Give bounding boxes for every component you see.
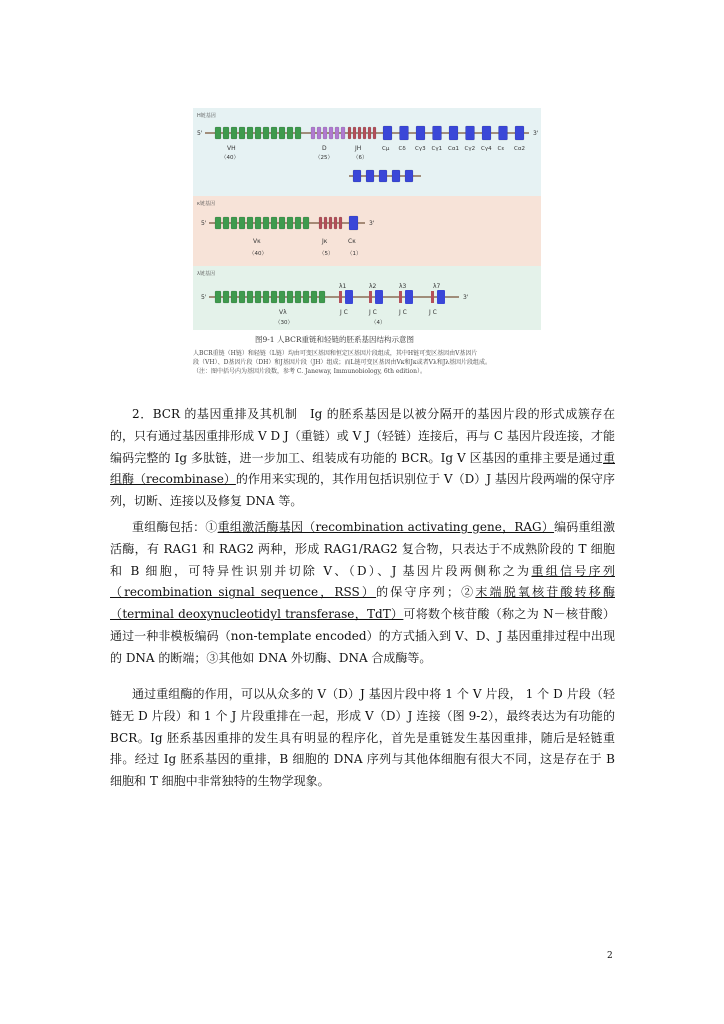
heavy-c-segments xyxy=(383,126,524,140)
c-segment xyxy=(379,170,387,182)
heavy-j-count: （6） xyxy=(353,155,368,161)
lambda-cluster-1: λ1 xyxy=(339,283,347,290)
j-segment xyxy=(373,127,376,139)
kappa-c-name: Cκ xyxy=(348,238,356,245)
paragraph-recombinase-components: 重组酶包括：①重组激活酶基因（recombination activating gene，RAG）编码重组激活酶，有 RAG1 和 RAG2 两种，形成 RAG1/RAG2 复合物，只表达于不成熟阶段的 T 细胞和 B 细胞，可特异性识别并切除 V、（D）、J 基因片段两侧称之为重组信号序列（recombination signal sequence，RSS）的保守序列；②末端脱氧核苷酸转移酶（terminal deoxynucleotidyl transferase，TdT）可将数个核苷酸（称之为 N－核苷酸）通过一种非模板编码（non-template encoded）的方式插入到 V、D、J 基因重排过程中出现的 DNA 的断端；③其他如 DNA 外切酶、DNA 合成酶等。 xyxy=(110,520,615,665)
d-segment xyxy=(335,127,339,139)
lambda-3prime: 3' xyxy=(463,294,469,301)
term-rag: 重组激活酶基因（recombination activating gene，RAG） xyxy=(217,520,555,534)
v-segment xyxy=(319,291,325,303)
lambda-cluster-3: λ3 xyxy=(399,283,407,290)
v-segment xyxy=(239,291,245,303)
c-segment xyxy=(515,126,524,140)
heavy-c-label: Cδ xyxy=(398,146,406,152)
heavy-c-label: Cγ1 xyxy=(431,146,443,152)
heavy-c-label: Cμ xyxy=(382,146,390,152)
lambda-v-name: Vλ xyxy=(279,309,287,316)
lambda-jc-label-4: J C xyxy=(429,309,437,316)
c-segment xyxy=(433,126,442,140)
heavy-3prime: 3' xyxy=(533,130,539,137)
v-segment xyxy=(279,291,285,303)
v-segment xyxy=(271,127,277,139)
d-segment xyxy=(311,127,315,139)
lambda-cluster-2: λ2 xyxy=(369,283,377,290)
heavy-c-label: Cα1 xyxy=(448,146,459,152)
j-segment xyxy=(339,291,342,303)
heavy-c-label: Cγ3 xyxy=(415,146,426,152)
d-segment xyxy=(341,127,345,139)
c-segment xyxy=(482,126,491,140)
kappa-chain-label: κ链基因 xyxy=(197,201,215,207)
c-segment xyxy=(405,170,413,182)
figure-caption-note-1: 人BCR重链（H链）和轻链（L链）均由可变区基因和恒定区基因片段组成，其中H链可变区基因由V基因片 xyxy=(193,350,478,357)
term-tdt: 末端脱氧核苷酸转移酶（terminal deoxynucleotidyl transferase，TdT） xyxy=(110,585,615,622)
v-segment xyxy=(295,217,301,229)
v-segment xyxy=(287,127,293,139)
c-segment xyxy=(349,216,358,230)
v-segment xyxy=(255,291,261,303)
c-segment xyxy=(466,126,475,140)
v-segment xyxy=(271,291,277,303)
heavy-v-segments xyxy=(215,127,301,139)
c-segment xyxy=(405,290,413,304)
term-rss: 重组信号序列（recombination signal sequence，RSS） xyxy=(110,563,615,600)
c-segment xyxy=(400,126,409,140)
j-segment xyxy=(368,127,371,139)
v-segment xyxy=(263,217,269,229)
figure-caption-note-3: （注：图中括号内为基因片段数，参考 C. Janeway, Immunobiology, 6th edition）。 xyxy=(193,368,426,375)
j-segment xyxy=(339,217,342,229)
v-segment xyxy=(255,127,261,139)
v-segment xyxy=(271,217,277,229)
lambda-cluster-count: （4） xyxy=(371,320,386,326)
v-segment xyxy=(231,127,237,139)
figure-caption-title: 图9-1 人BCR重链和轻链的胚系基因结构示意图 xyxy=(255,335,414,344)
heavy-v-count: （40） xyxy=(221,155,239,161)
gene-structure-diagram xyxy=(193,108,541,330)
c-segment xyxy=(366,170,374,182)
v-segment xyxy=(215,127,221,139)
j-segment xyxy=(358,127,361,139)
kappa-j-count: （5） xyxy=(319,251,334,257)
lambda-v-count: （30） xyxy=(275,320,293,326)
heavy-c-label: Cγ4 xyxy=(481,146,492,152)
v-segment xyxy=(239,127,245,139)
j-segment xyxy=(319,217,322,229)
lambda-5prime: 5' xyxy=(201,294,207,301)
kappa-c-count: （1） xyxy=(347,251,362,257)
heavy-c-label: Cε xyxy=(497,146,505,152)
heavy-j-name: JH xyxy=(355,145,362,152)
d-segment xyxy=(329,127,333,139)
v-segment xyxy=(215,217,221,229)
j-segment xyxy=(399,291,402,303)
lambda-jc-label-2: J C xyxy=(369,309,377,316)
j-segment xyxy=(329,217,332,229)
lambda-jc-label-1: J C xyxy=(340,309,348,316)
kappa-v-name: Vκ xyxy=(253,238,261,245)
c-segment xyxy=(449,126,458,140)
v-segment xyxy=(303,217,309,229)
kappa-v-count: （40） xyxy=(249,251,267,257)
v-segment xyxy=(247,127,253,139)
j-segment xyxy=(353,127,356,139)
v-segment xyxy=(215,291,221,303)
kappa-5prime: 5' xyxy=(201,220,207,227)
v-segment xyxy=(231,291,237,303)
lambda-chain-label: λ链基因 xyxy=(197,271,215,277)
v-segment xyxy=(303,291,309,303)
j-segment xyxy=(324,217,327,229)
figure-9-1 xyxy=(193,108,541,330)
c-segment xyxy=(353,170,361,182)
v-segment xyxy=(223,127,229,139)
kappa-chain-panel xyxy=(193,196,541,266)
v-segment xyxy=(279,127,285,139)
figure-caption-note-2: 段（VH）、D基因片段（DH）和J基因片段（JH）组成；而L链可变区基因由Vκ和Jκ或者Vλ和Jλ基因片段组成。 xyxy=(193,359,492,366)
paragraph-vdj-joining: 通过重组酶的作用，可以从众多的 V（D）J 基因片段中将 1 个 V 片段， 1 个 D 片段（轻链无 D 片段）和 1 个 J 片段重排在一起，形成 V（D）J 连接（图 9-2），最终表达为有功能的 BCR。Ig 胚系基因重排的发生具有明显的程序化，首先是重链发生基因重排，随后是轻链重排。经过 Ig 胚系基因的重排，B 细胞的 DNA 序列与其他体细胞有很大不同，这是存在于 B 细胞和 T 细胞中非常独特的生物学现象。 xyxy=(110,687,615,789)
kappa-c-segments xyxy=(349,216,358,230)
heavy-v-name: VH xyxy=(227,145,236,152)
j-segment xyxy=(348,127,351,139)
heavy-d-name: D xyxy=(322,145,327,152)
d-segment xyxy=(323,127,327,139)
c-segment xyxy=(437,290,445,304)
c-segment xyxy=(383,126,392,140)
term-recombinase: 重组酶（recombinase） xyxy=(110,450,615,487)
v-segment xyxy=(295,291,301,303)
v-segment xyxy=(287,217,293,229)
v-segment xyxy=(255,217,261,229)
v-segment xyxy=(287,291,293,303)
kappa-3prime: 3' xyxy=(369,220,375,227)
j-segment xyxy=(431,291,434,303)
c-segment xyxy=(392,170,400,182)
v-segment xyxy=(263,127,269,139)
j-segment xyxy=(369,291,372,303)
c-segment xyxy=(345,290,353,304)
heavy-chain-label: H链基因 xyxy=(197,113,216,119)
v-segment xyxy=(279,217,285,229)
c-segment xyxy=(499,126,508,140)
paragraph-bcr-rearrangement: 2．BCR 的基因重排及其机制 Ig 的胚系基因是以被分隔开的基因片段的形式成簇存在的，只有通过基因重排形成 V D J（重链）或 V J（轻链）连接后，再与 C 基因片段连接，才能编码完整的 Ig 多肽链，进一步加工、组装成有功能的 BCR。Ig V 区基因的重排主要是通过重组酶（recombinase）的作用来实现的，其作用包括识别位于 V（D）J 基因片段两端的保守序列，切断、连接以及修复 DNA 等。 xyxy=(110,407,615,509)
lambda-cluster-4: λ7 xyxy=(433,283,441,290)
d-segment xyxy=(317,127,321,139)
v-segment xyxy=(263,291,269,303)
heavy-c-labels xyxy=(382,146,525,152)
c-segment xyxy=(416,126,425,140)
v-segment xyxy=(247,217,253,229)
v-segment xyxy=(231,217,237,229)
lambda-jc-label-3: J C xyxy=(399,309,407,316)
v-segment xyxy=(311,291,317,303)
v-segment xyxy=(295,127,301,139)
v-segment xyxy=(223,291,229,303)
j-segment xyxy=(363,127,366,139)
heavy-c-label: Cγ2 xyxy=(464,146,476,152)
heavy-c-label: Cα2 xyxy=(514,146,525,152)
kappa-j-name: Jκ xyxy=(322,238,328,245)
c-segment xyxy=(375,290,383,304)
heavy-5prime: 5' xyxy=(197,130,203,137)
v-segment xyxy=(239,217,245,229)
j-segment xyxy=(334,217,337,229)
v-segment xyxy=(247,291,253,303)
heavy-d-count: （25） xyxy=(315,155,333,161)
heavy-chain-panel xyxy=(193,108,541,196)
page-number: 2 xyxy=(607,951,613,961)
v-segment xyxy=(223,217,229,229)
